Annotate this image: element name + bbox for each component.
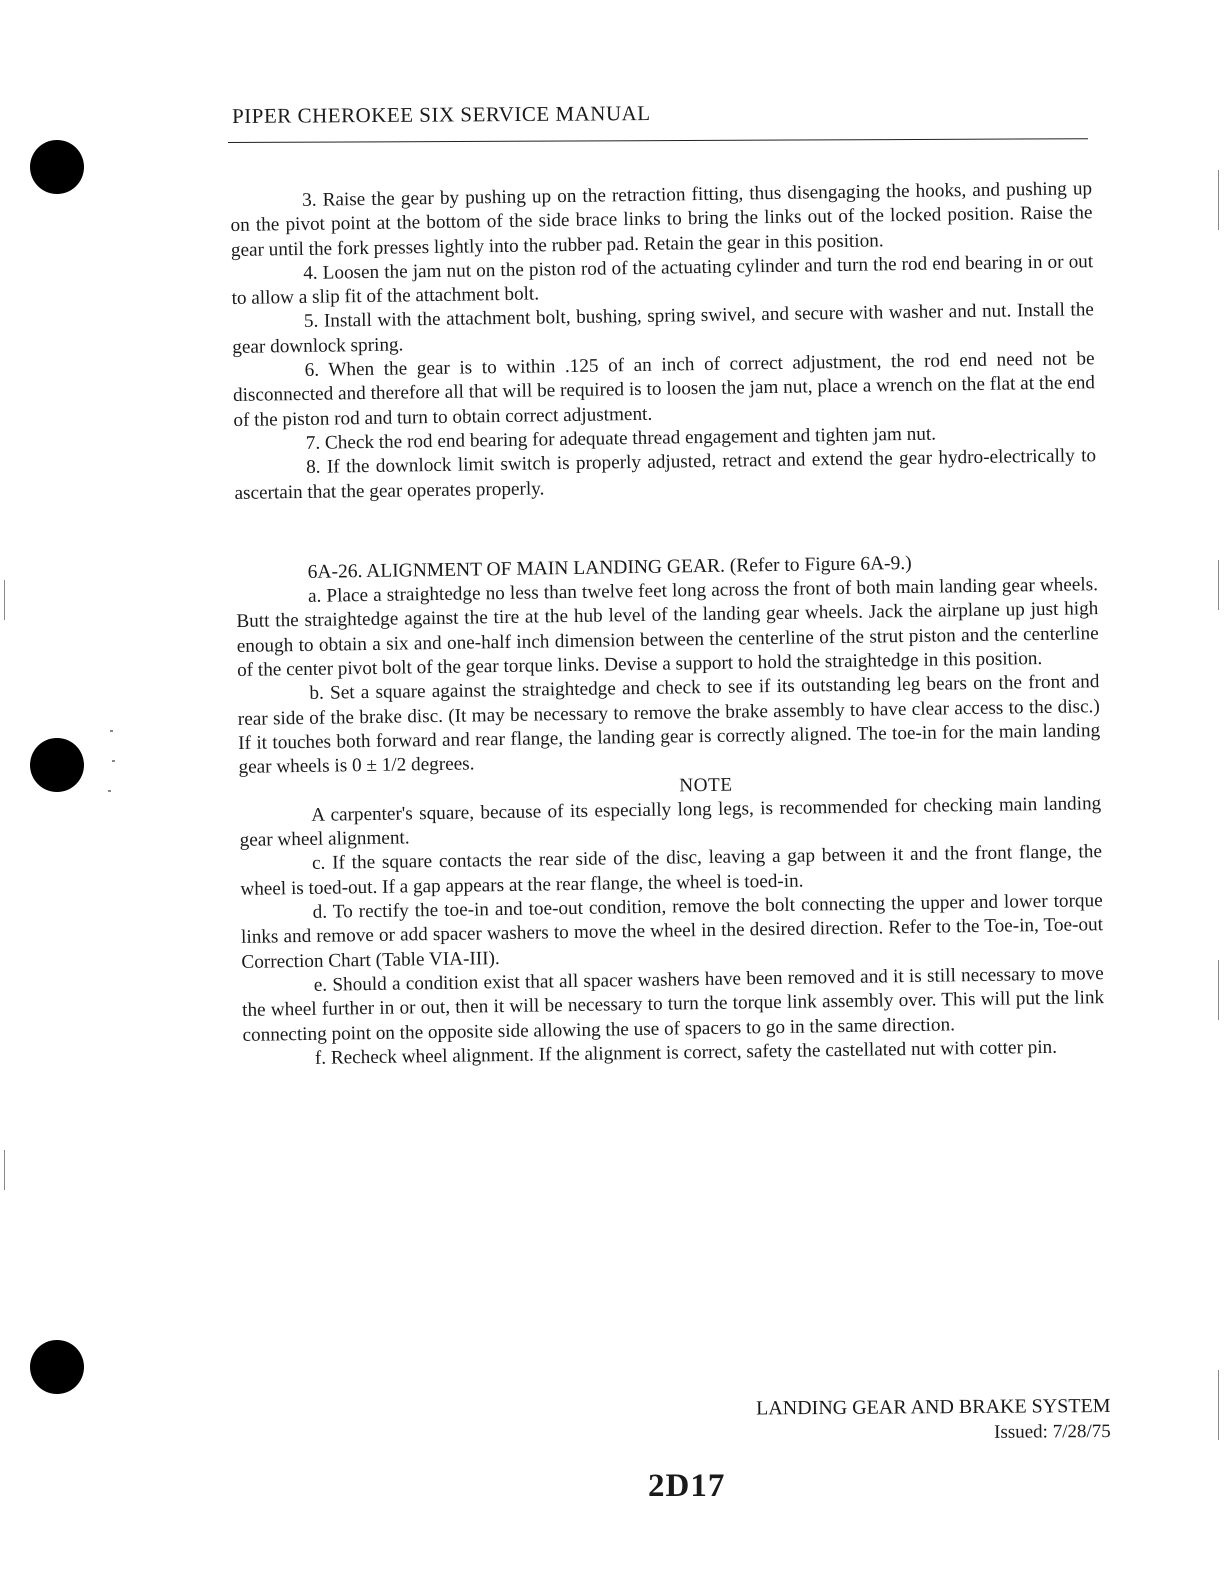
header-rule (228, 138, 1088, 143)
item-c: c. If the square contacts the rear side of the disc, leaving a gap between it and the front flange, the wheel is toed-out. If a gap appears at the rear flange, the wheel is toed-in. (240, 841, 1103, 900)
scan-mark (1218, 1370, 1219, 1440)
scan-mark (1218, 960, 1219, 1020)
body-text (230, 177, 1105, 1072)
step-7: 7. Check the rod end bearing for adequate thread engagement and tighten jam nut. (305, 423, 937, 454)
binder-hole-middle (30, 738, 84, 792)
scan-mark (108, 790, 111, 792)
scan-mark (4, 580, 5, 620)
item-b: b. Set a square against the straightedge and check to see if its outstanding leg bears on the front and rear side of the brake disc. (It may be necessary to remove the brake assembly to have clear access to the disc.) If it touches both forward and rear flange, the landing gear is correctly aligned. The toe-in for the main landing gear wheels is 0 ± 1/2 degrees. (237, 671, 1101, 779)
note-heading: NOTE (679, 774, 733, 796)
section-title: 6A-26. ALIGNMENT OF MAIN LANDING GEAR. (Refer to Figure 6A-9.) (307, 552, 912, 583)
note-text: A carpenter's square, because of its especially long legs, is recommended for checking main landing gear wheel alignment. (239, 792, 1102, 852)
scan-mark (112, 760, 115, 762)
scan-mark (1218, 170, 1219, 230)
item-e: e. Should a condition exist that all spacer washers have been removed and it is still necessary to move the wheel further in or out, then it will be necessary to turn the torque link assembly over. This will put the link connecting point on the opposite side allowing the use of spacers to go in the same direction. (242, 963, 1105, 1046)
binder-hole-bottom (30, 1340, 84, 1394)
step-3: 3. Raise the gear by pushing up on the retraction fitting, thus disengaging the hooks, and pushing up on the pivot point at the bottom of the side brace links to bring the links out of the locked position. Raise the gear until the fork presses lightly into the rubber pad. Retain the gear in this position. (230, 178, 1093, 261)
footer-section-name: LANDING GEAR AND BRAKE SYSTEM (755, 1395, 1111, 1420)
step-6: 6. When the gear is to within .125 of an inch of correct adjustment, the rod end need not be disconnected and therefore all that will be required is to loosen the jam nut, place a wrench on the flat at the end of the piston rod and turn to obtain correct adjustment. (232, 348, 1096, 431)
step-4: 4. Loosen the jam nut on the piston rod of the actuating cylinder and turn the rod end bearing in or out to allow a slip fit of the attachment bolt. (231, 251, 1094, 310)
item-a: a. Place a straightedge no less than twelve feet long across the front of both main landing gear wheels. Butt the straightedge against the tire at the hub level of the landing gear wheels. Jack the airplane up just high enough to obtain a six and one-half inch dimension between the centerline of the strut piston and the centerline of the center pivot bolt of the gear torque links. Devise a support to hold the straightedge in this position. (236, 574, 1099, 681)
footer-issued-date: Issued: 7/28/75 (993, 1420, 1111, 1443)
page-number: 2D17 (648, 1468, 726, 1504)
scan-mark (1218, 560, 1219, 610)
page-header: PIPER CHEROKEE SIX SERVICE MANUAL (232, 101, 651, 128)
step-8: 8. If the downlock limit switch is properly adjusted, retract and extend the gear hydro-electrically to ascertain that the gear operates properly. (234, 445, 1097, 504)
scan-mark (110, 730, 113, 732)
step-5: 5. Install with the attachment bolt, bushing, spring swivel, and secure with washer and nut. Install the gear downlock spring. (232, 299, 1095, 358)
item-d: d. To rectify the toe-in and toe-out condition, remove the bolt connecting the upper and lower torque links and remove or add spacer washers to move the wheel in the desired direction. Refer to the Toe-in, Toe-out Correction Chart (Table VIA-III). (240, 890, 1104, 973)
scan-mark (4, 1150, 5, 1190)
page-footer (756, 1393, 1111, 1447)
binder-hole-top (30, 140, 84, 194)
item-f: f. Recheck wheel alignment. If the alignment is correct, safety the castellated nut with cotter pin. (314, 1036, 1058, 1069)
